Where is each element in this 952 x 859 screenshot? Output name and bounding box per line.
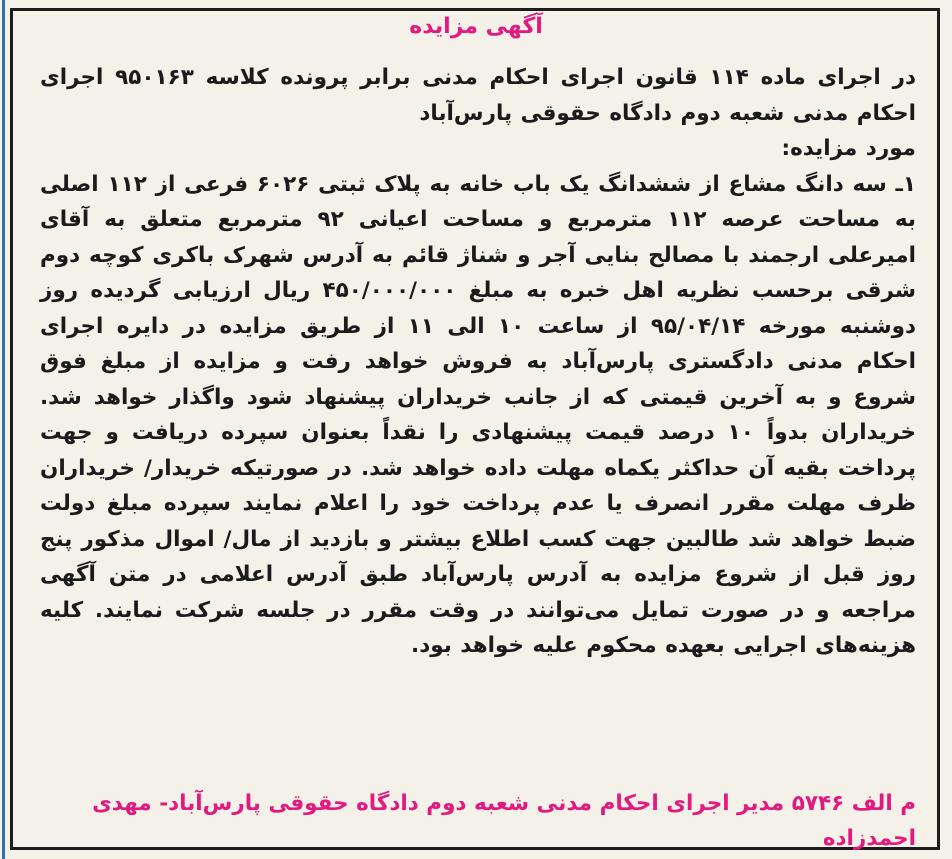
notice-title: آگهی مزایده — [409, 14, 543, 39]
column-divider — [2, 0, 5, 859]
notice-intro: در اجرای ماده ۱۱۴ قانون اجرای احکام مدنی برابر پرونده کلاسه ۹۵۰۱۶۳ اجرای احکام مدنی شعبه دوم دادگاه حقوقی پارس‌آباد — [40, 65, 916, 126]
subject-heading: مورد مزایده: — [781, 136, 916, 161]
auction-details: ۱ـ سه دانگ مشاع از ششدانگ یک باب خانه به پلاک ثبتی ۶۰۲۶ فرعی از ۱۱۲ اصلی به مساحت عرصه ۱۱۲ مترمربع و مساحت اعیانی ۹۲ مترمربع متعلق به آقای امیرعلی ارجمند با مصالح بنایی آجر و شناژ قائم به آدرس شهرک باکری کوچه دوم شرقی برحسب نظریه اهل خبره به مبلغ ۴۵۰/۰۰۰/۰۰۰ ریال ارزیابی گردیده روز دوشنبه مورخه ۹۵/۰۴/۱۴ از ساعت ۱۰ الی ۱۱ از طریق مزایده در دایره اجرای احکام مدنی دادگستری پارس‌آباد به فروش خواهد رفت و مزایده از مبلغ فوق شروع و به آخرین قیمتی که از جانب خریداران پیشنهاد شود واگذار خواهد شد. خریداران بدواً ۱۰ درصد قیمت پیشنهادی را نقداً بعنوان سپرده دریافت و جهت پرداخت بقیه آن حداکثر یکماه مهلت داده خواهد شد. در صورتیکه خریدار/ خریداران ظرف مهلت مقرر انصرف یا عدم پرداخت خود را اعلام نمایند سپرده مبلغ دولت ضبط خواهد شد طالبین جهت کسب اطلاع بیشتر و بازدید از مال/ اموال مذکور پنج روز قبل از شروع مزایده به آدرس پارس‌آباد طبق آدرس اعلامی در متن آگهی مراجعه و در صورت تمایل می‌توانند در وقت مقرر در جلسه شرکت نمایند. کلیه هزینه‌های اجرایی بعهده محکوم علیه خواهد بود. — [40, 171, 917, 658]
notice-signature: م الف ۵۷۴۶ مدیر اجرای احکام مدنی شعبه دوم دادگاه حقوقی پارس‌آباد- مهدی احمدزاده — [92, 791, 916, 851]
notice-body — [40, 60, 916, 664]
